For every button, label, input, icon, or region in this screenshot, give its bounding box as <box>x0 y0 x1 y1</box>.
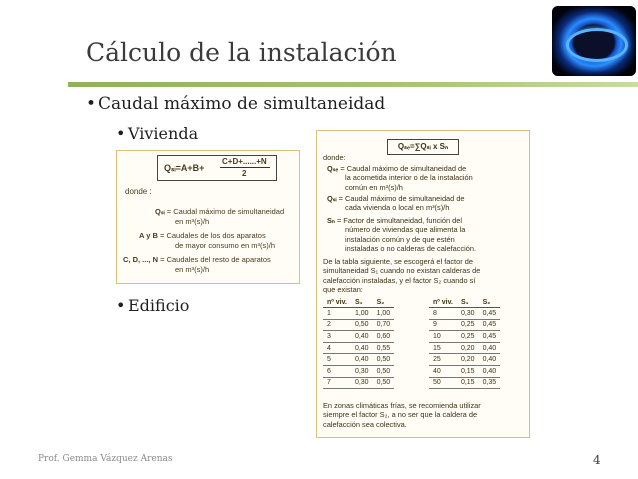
vivienda-formula <box>157 155 277 181</box>
simultaneity-table-right <box>429 299 500 389</box>
formula-numerator: C+D+......+N <box>222 157 267 166</box>
fraction-bar <box>220 167 270 168</box>
def-qsi: Qₛᵢ = Caudal máximo de simultaneidad de cada vivienda o local en m³(s)/h <box>327 194 465 213</box>
def-line: Qₛᵢ = Caudal máximo de simultaneidad <box>155 207 285 216</box>
table-row: 25 0,20 0,40 <box>429 354 500 366</box>
table-intro: De la tabla siguiente, se escogerá el factor de simultaneidad S₁ cuando no existan calderas de calefacción instaladas, y el factor S₂ cuando sí que existan: <box>323 257 481 295</box>
donde-label: donde : <box>125 187 152 196</box>
def-line: A y B = Caudales de los dos aparatos <box>139 231 266 240</box>
title-divider <box>68 82 638 87</box>
edificio-formula-table-image <box>316 130 530 438</box>
page-number: 4 <box>593 453 601 467</box>
bullet-vivienda <box>116 124 198 143</box>
table-row: 50 0,15 0,35 <box>429 377 500 389</box>
vivienda-formula-image <box>116 150 300 284</box>
def-line: en m³(s)/h <box>175 265 210 274</box>
simultaneity-table-left <box>323 299 394 389</box>
donde-label: donde: <box>323 153 346 162</box>
table-row: 15 0,20 0,40 <box>429 342 500 354</box>
table-row: 3 0,40 0,60 <box>323 331 394 343</box>
bullet-vivienda-text: Vivienda <box>128 124 199 143</box>
table-row: 2 0,50 0,70 <box>323 319 394 331</box>
table-row: 1 1,00 1,00 <box>323 308 394 320</box>
table-row: 10 0,25 0,45 <box>429 331 500 343</box>
bullet-caudal-text: Caudal máximo de simultaneidad <box>98 94 386 114</box>
table-row: 5 0,40 0,50 <box>323 354 394 366</box>
slide-title: Cálculo de la instalación <box>86 38 397 67</box>
def-line: de mayor consumo en m³(s)/h <box>175 241 276 250</box>
formula-lhs: Qₛᵢ=A+B+ <box>164 163 205 173</box>
table-row: 7 0,30 0,50 <box>323 377 394 389</box>
bullet-edificio-text: Edificio <box>128 296 190 315</box>
flame-ring-icon <box>566 28 628 62</box>
edificio-formula: Qₛₑ=∑Qₛᵢ x Sₙ <box>387 139 459 155</box>
bullet-dot-icon: • <box>116 124 126 143</box>
bullet-dot-icon: • <box>86 94 97 114</box>
bullet-edificio <box>116 296 189 315</box>
col-header: S₁ <box>457 299 479 308</box>
table-row: 6 0,30 0,50 <box>323 365 394 377</box>
def-sn: Sₙ = Factor de simultaneidad, función del número de viviendas que alimenta la instalación común y de que estén instaladas o no calderas de calefacción. <box>327 216 477 254</box>
def-line: en m³(s)/h <box>175 217 210 226</box>
bullet-dot-icon: • <box>116 296 126 315</box>
table-row: 40 0,15 0,40 <box>429 365 500 377</box>
col-header: nº viv. <box>323 299 351 308</box>
bullet-caudal <box>86 94 385 114</box>
footer-author: Prof. Gemma Vázquez Arenas <box>38 454 173 464</box>
col-header: S₂ <box>479 299 501 308</box>
col-header: nº viv. <box>429 299 457 308</box>
table-note: En zonas climáticas frías, se recomienda utilizar siempre el factor S₂, a no ser que la caldera de calefacción sea colectiva. <box>323 401 481 429</box>
table-row: 4 0,40 0,55 <box>323 342 394 354</box>
def-line: C, D, ..., N = Caudales del resto de aparatos <box>123 255 271 264</box>
col-header: S₁ <box>351 299 373 308</box>
table-row: 9 0,25 0,45 <box>429 319 500 331</box>
table-row: 8 0,30 0,45 <box>429 308 500 320</box>
def-qse: Qₛₑ = Caudal máximo de simultaneidad de la acometida interior o de la instalación común en m³(s)/h <box>327 164 473 192</box>
col-header: S₂ <box>373 299 395 308</box>
formula-denominator: 2 <box>242 169 247 178</box>
